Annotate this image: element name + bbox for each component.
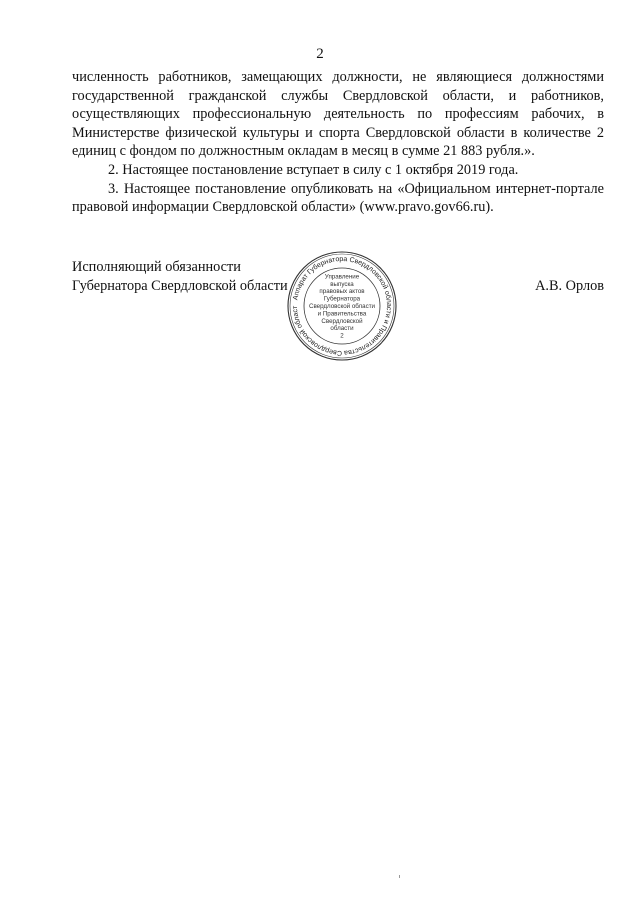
seal-inner-line: Управление [324,273,360,281]
paragraph-2: 2. Настоящее постановление вступает в силу с 1 октября 2019 года. [108,161,519,178]
seal-inner-line: и Правительства [317,310,367,318]
seal-inner-line: выпуска [330,280,354,288]
seal-graphic [286,250,398,362]
signatory-position-line-1: Исполняющий обязанности [72,259,241,275]
seal-inner-line: Свердловской области [308,303,376,310]
paragraph-3: 3. Настоящее постановление опубликовать на «Официальном интернет-портале правовой информации Свердловской области» (www.pravo.gov66.ru). [72,180,604,216]
paragraph-continuation: численность работников, замещающих должности, не являющиеся должностями государственной гражданской службы Свердловской области, и работников, осуществляющих профессиональную деятельность по профессиям рабочих, в Министерстве физической культуры и спорта Свердловской области в количестве 2 единиц с фондом по должностным окладам в месяц в сумме 21 883 рубля.». [72,69,604,160]
seal-inner-text [309,273,376,339]
seal-inner-line: Губернатора [323,295,361,303]
official-seal-stamp [286,250,398,362]
signature-block [72,255,604,368]
scan-speck [399,875,400,878]
signatory-name: А.В. Орлов [535,278,604,294]
seal-inner-line: правовых актов [319,288,365,296]
seal-inner-line: Свердловской [321,317,363,325]
seal-inner-line: 2 [340,332,344,340]
seal-ring-text: Аппарат Губернатора Свердловской области и Правительства Свердловской област [291,255,393,357]
signatory-position [72,258,288,296]
document-body [72,68,604,217]
signatory-position-line-2: Губернатора Свердловской области [72,278,288,294]
seal-inner-line: области [330,325,354,333]
page-number: 2 [316,46,324,62]
